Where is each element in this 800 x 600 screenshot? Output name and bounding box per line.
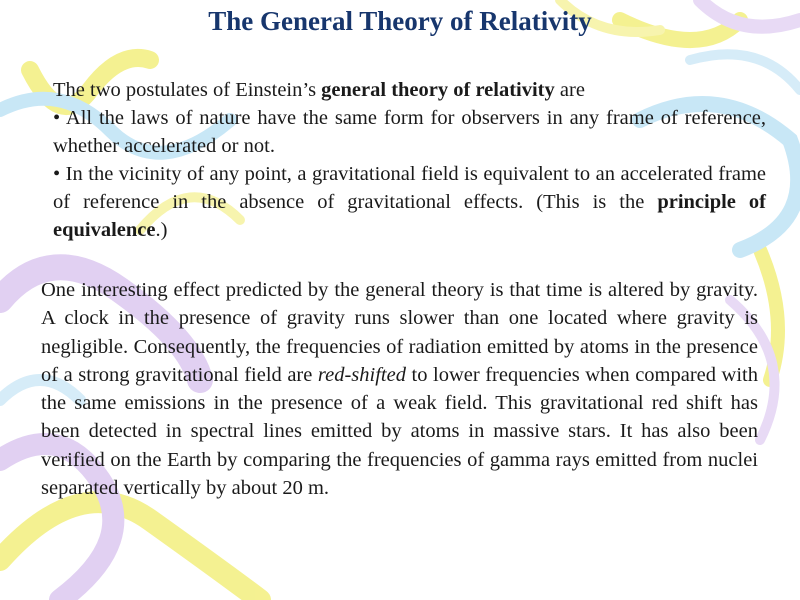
red-shifted-term: red-shifted	[317, 363, 406, 386]
postulate-bullet-1: • All the laws of nature have the same form for observers in any frame of reference, whether accelerated or not.	[53, 107, 766, 157]
bullet2-text: • In the vicinity of any point, a gravitational field is equivalent to an accelerated frame of reference in the absence of gravitational effects. (This is the	[53, 163, 766, 213]
slide-title: The General Theory of Relativity	[208, 6, 592, 36]
postulates-block	[53, 76, 766, 244]
postulates-intro	[53, 76, 766, 104]
intro-text-end: are	[554, 79, 585, 101]
yellow-swirl	[0, 502, 260, 600]
bullet2-text-end: .)	[155, 219, 168, 241]
paragraph-part-1: One interesting effect predicted by the general theory is that time is altered by gravity. A clock in the presence of gravity runs slower than one located where gravity is negligible. Consequently, the frequencies of radiation emitted by atoms in the presence of a strong gravitational field are	[41, 279, 758, 386]
intro-bold-term: general theory of relativity	[321, 79, 555, 101]
intro-text: The two postulates of Einstein’s	[53, 79, 322, 101]
postulate-bullet-2	[53, 160, 766, 244]
paragraph-part-2: to lower frequencies when compared with the same emissions in the presence of a weak field. This gravitational red shift has been detected in spectral lines emitted by atoms in massive stars. It has also been verified on the Earth by comparing the frequencies of gamma rays emitted from nuclei separated vertically by about 20 m.	[41, 363, 759, 500]
gravitational-redshift-paragraph	[41, 276, 758, 502]
equivalence-principle-term: principle of equivalence	[53, 191, 766, 241]
paragraph-text	[41, 276, 758, 502]
